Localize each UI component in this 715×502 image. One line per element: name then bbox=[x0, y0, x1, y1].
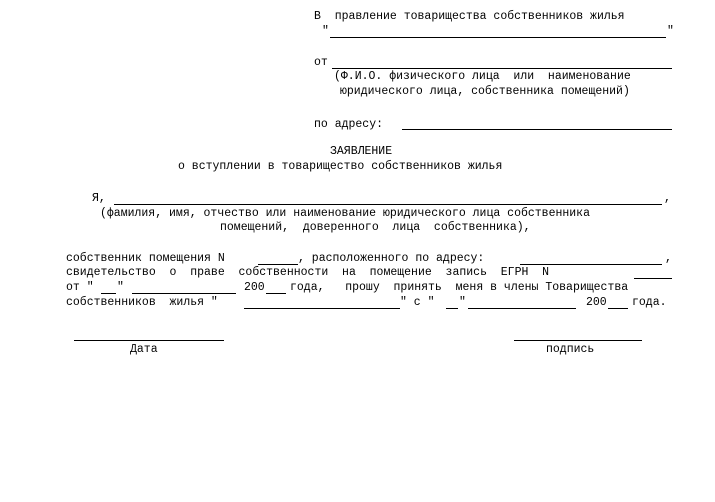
premises-owner-label: собственник помещения N bbox=[66, 252, 225, 265]
quote-close: " bbox=[667, 25, 674, 38]
line1-comma: , bbox=[665, 252, 672, 265]
from-note-line1: (Ф.И.О. физического лица или наименование bbox=[334, 70, 631, 83]
year-prefix-1: 200 bbox=[244, 281, 265, 294]
hoa-name-inline-field[interactable] bbox=[244, 308, 400, 309]
from-date-open: от " bbox=[66, 281, 94, 294]
applicant-address-field[interactable] bbox=[402, 129, 672, 130]
certificate-label: свидетельство о праве собственности на помещение запись ЕГРН N bbox=[66, 266, 550, 279]
certificate-year-field[interactable] bbox=[266, 293, 286, 294]
document-subtitle: о вступлении в товарищество собственников жилья bbox=[178, 160, 503, 173]
membership-day-field[interactable] bbox=[446, 308, 458, 309]
from-label: от bbox=[314, 56, 328, 69]
address-label: по адресу: bbox=[314, 118, 384, 131]
date-label: Дата bbox=[130, 343, 158, 356]
name-note-line2: помещений, доверенного лица собственника), bbox=[220, 221, 531, 234]
membership-quote: " bbox=[459, 296, 466, 309]
full-name-field[interactable] bbox=[114, 204, 662, 205]
located-at-label: , расположенного по адресу: bbox=[298, 252, 485, 265]
from-date-quote: " bbox=[117, 281, 124, 294]
applicant-name-field[interactable] bbox=[332, 68, 672, 69]
hoa-label: собственников жилья " bbox=[66, 296, 218, 309]
year-prefix-2: 200 bbox=[586, 296, 607, 309]
premises-address-field[interactable] bbox=[520, 264, 662, 265]
i-label: Я, bbox=[92, 192, 106, 205]
from-date-label: " с " bbox=[400, 296, 435, 309]
membership-year-field[interactable] bbox=[608, 308, 628, 309]
signature-label: подпись bbox=[546, 343, 595, 356]
document-title: ЗАЯВЛЕНИЕ bbox=[330, 145, 393, 158]
hoa-name-field[interactable] bbox=[330, 37, 666, 38]
request-text: года, прошу принять меня в члены Товарищества bbox=[290, 281, 629, 294]
membership-month-field[interactable] bbox=[468, 308, 576, 309]
date-field[interactable] bbox=[74, 340, 224, 341]
name-note-line1: (фамилия, имя, отчество или наименование юридического лица собственника bbox=[100, 207, 590, 220]
certificate-day-field[interactable] bbox=[101, 293, 116, 294]
full-name-comma: , bbox=[664, 192, 671, 205]
certificate-month-field[interactable] bbox=[132, 293, 236, 294]
from-note-line2: юридического лица, собственника помещений) bbox=[340, 85, 630, 98]
premises-number-field[interactable] bbox=[258, 264, 298, 265]
signature-field[interactable] bbox=[514, 340, 642, 341]
quote-open: " bbox=[322, 25, 329, 38]
year-suffix: года. bbox=[632, 296, 667, 309]
egrn-number-field[interactable] bbox=[634, 278, 672, 279]
addressee-line: В правление товарищества собственников жилья bbox=[314, 10, 625, 23]
